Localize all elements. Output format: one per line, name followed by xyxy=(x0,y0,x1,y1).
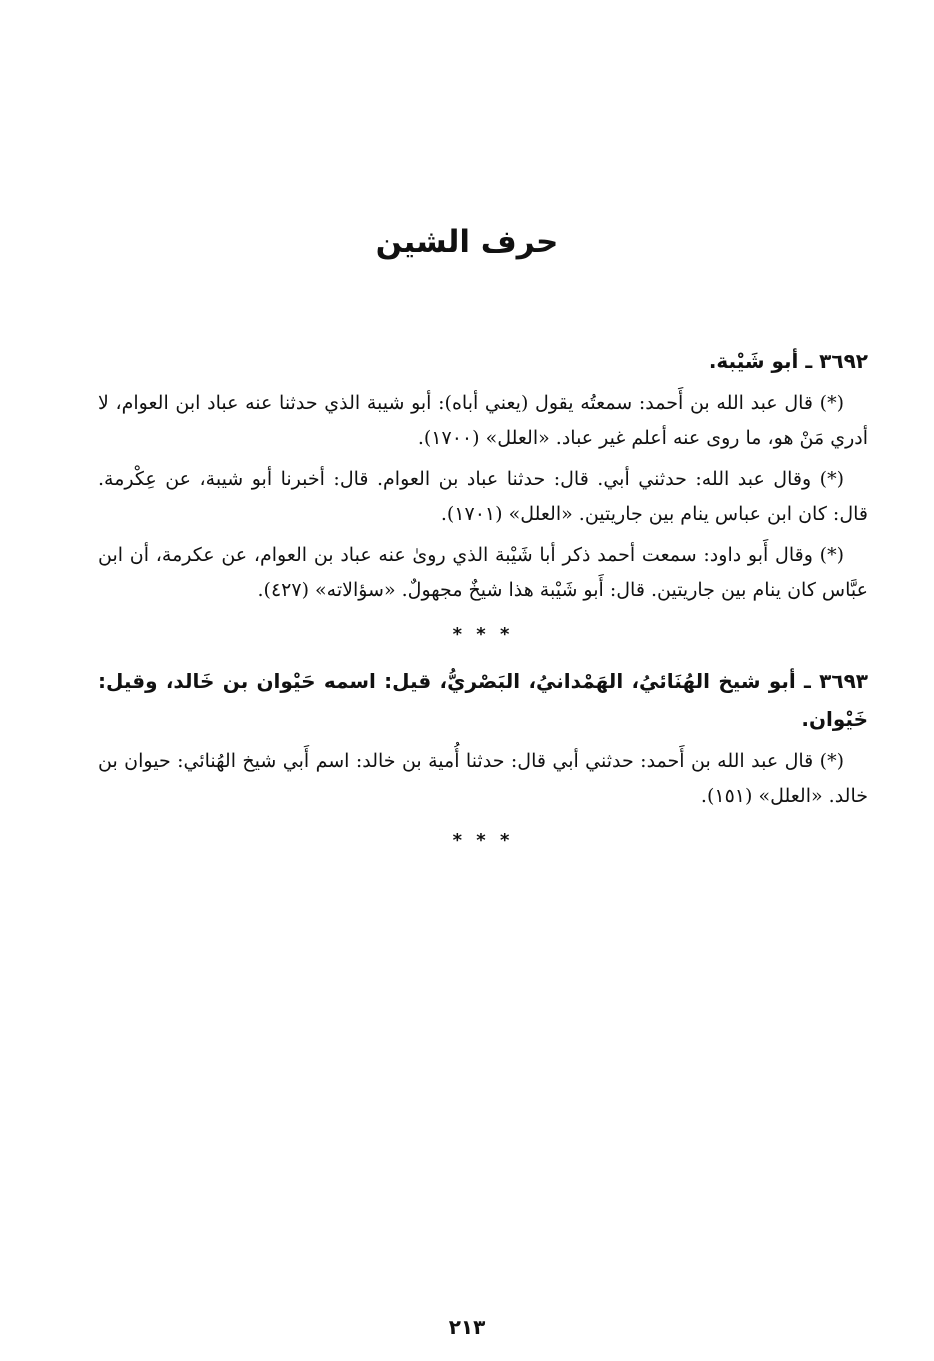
section-separator: * * * xyxy=(452,624,514,645)
entry-paragraph: (*) قال عبد الله بن أَحمد: سمعتُه يقول (يعني أباه): أبو شيبة الذي حدثنا عنه عباد ابن العوام، لا أدري مَنْ هو، ما روى عنه أعلم غير عباد. «العلل» (١٧٠٠). xyxy=(98,392,868,449)
entry-3693 xyxy=(98,662,868,814)
page-content xyxy=(98,342,868,868)
entry-heading: ٣٦٩٣ ـ أبو شيخ الهُنَائيُ، الهَمْدانيُ، البَصْريُّ، قيل: اسمه حَيْوان بن خَالد، وقيل: خَيْوان. xyxy=(98,669,868,731)
entry-heading: ٣٦٩٢ ـ أبو شَيْبة. xyxy=(708,349,868,373)
entry-paragraph: (*) وقال عبد الله: حدثني أبي. قال: حدثنا عباد بن العوام. قال: أخبرنا أبو شيبة، عن عِكْرمة. قال: كان ابن عباس ينام بين جاريتين. «العلل» (١٧٠١). xyxy=(98,468,868,525)
entry-3692 xyxy=(98,342,868,608)
chapter-title: حرف الشين xyxy=(375,224,559,260)
page-number: ٢١٣ xyxy=(448,1315,486,1339)
section-separator: * * * xyxy=(452,830,514,851)
entry-paragraph: (*) وقال أَبو داود: سمعت أحمد ذكر أبا شَيْبة الذي روىٰ عنه عباد بن العوام، عن عكرمة، أن ابن عبَّاس كان ينام بين جاريتين. قال: أَبو شَيْبة هذا شيخٌ مجهولٌ. «سؤالاته» (٤٢٧). xyxy=(98,544,868,601)
entry-paragraph: (*) قال عبد الله بن أَحمد: حدثني أبي قال: حدثنا أُمية بن خالد: اسم أَبي شيخ الهُنائي: حيوان بن خالد. «العلل» (١٥١). xyxy=(98,750,868,807)
